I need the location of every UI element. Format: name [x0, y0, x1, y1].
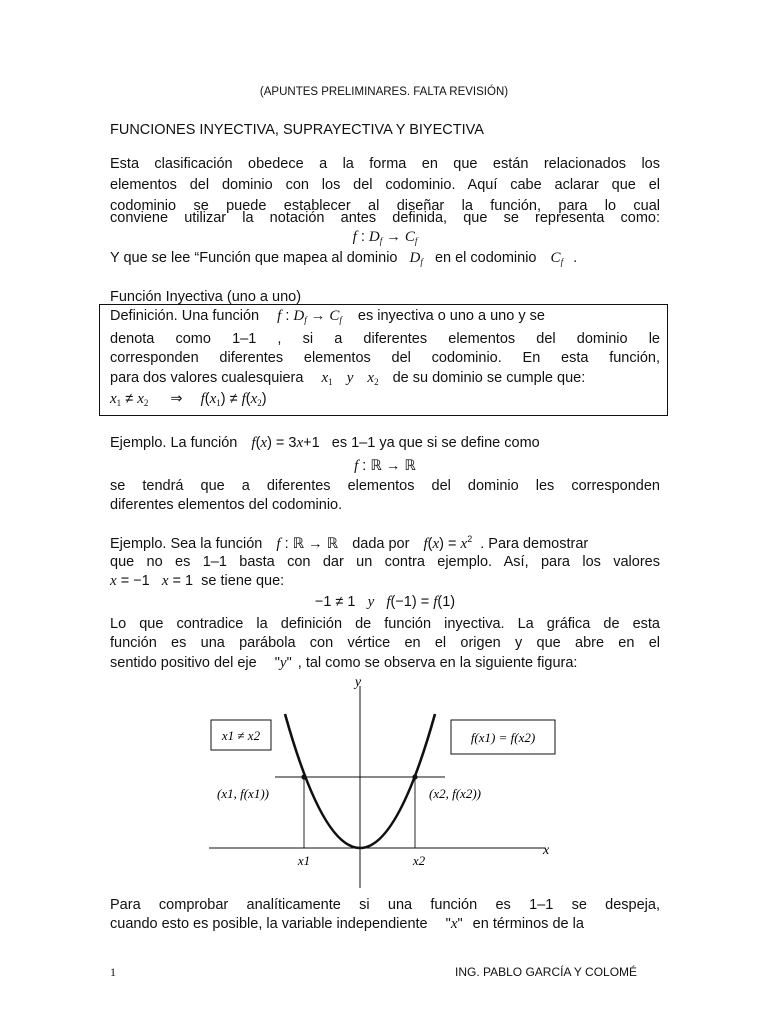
def-line-1: Definición. Una función f : $D_f \to C_f$ es inyectiva o uno a uno y se	[110, 308, 545, 325]
page-header: (APUNTES PRELIMINARES. FALTA REVISIÓN)	[259, 86, 509, 98]
contradice-line-3b: , tal como se observa en la siguiente figura:	[297, 655, 578, 671]
intro-read-b: en el codominio	[434, 250, 537, 266]
def-line-3: corresponden diferentes elementos del codominio. En esta función,	[110, 350, 660, 366]
contradice-line-1: Lo que contradice la definición de función inyectiva. La gráfica de esta	[110, 616, 660, 632]
intro-read-line: Y que se lee “Función que mapea al dominio $D_f$ en el codominio $C_f$ .	[110, 250, 578, 267]
ejemplo1-line-1: Ejemplo. La función f(x) = 3x+1 es 1–1 ya que si se define como	[110, 435, 540, 451]
section-title: FUNCIONES INYECTIVA, SUPRAYECTIVA Y BIYECTIVA	[110, 122, 484, 138]
ejemplo2-line-1a: Ejemplo. Sea la función	[110, 536, 263, 552]
final-line-2: cuando esto es posible, la variable independiente "x" en términos de la	[110, 916, 584, 932]
parabola-figure	[205, 672, 565, 892]
footer-author: ING. PABLO GARCÍA Y COLOMÉ	[455, 965, 638, 979]
def-line-4b: de su dominio se cumple que:	[392, 370, 586, 386]
final-line-2b: en términos de la	[472, 916, 584, 932]
ejemplo2-line-1b: dada por	[352, 536, 410, 552]
intro-read-end: .	[573, 250, 578, 266]
final-line-2a: cuando esto es posible, la variable independiente	[110, 916, 428, 932]
point-left	[301, 774, 306, 779]
box-right-label: f(x1) = f(x2)	[470, 730, 536, 745]
intro-line-2: elementos del dominio con los del codominio. Aquí cabe aclarar que el	[110, 177, 660, 193]
contradice-line-3: sentido positivo del eje "y" , tal como se observa en la siguiente figura:	[110, 655, 578, 671]
def-line-4: para dos valores cualesquiera $x_1$ y $x_2$ de su dominio se cumple que:	[110, 370, 586, 387]
intro-line-3: codominio se puede establecer al diseñar la función, para lo cual	[110, 198, 660, 214]
ejemplo2-line-1c: . Para demostrar	[480, 536, 589, 552]
ejemplo2-formula: −1 ≠ 1 y f(−1) = f(1)	[314, 594, 456, 610]
axis-y-label: y	[354, 675, 362, 690]
def-formula: $x_1 \ne x_2$ ⇒ $f(x_1) \ne f(x_2)$	[110, 391, 267, 408]
contradice-line-2: función es una parábola con vértice en el origen y que abre en el	[110, 635, 660, 651]
final-line-1: Para comprobar analíticamente si una función es 1–1 se despeja,	[110, 897, 660, 913]
def-line-2: denota como 1–1 , si a diferentes elementos del dominio le	[110, 331, 660, 347]
def-line-1b: es inyectiva o uno a uno y se	[357, 308, 545, 324]
contradice-line-3a: sentido positivo del eje	[110, 655, 257, 671]
ejemplo2-line-2: que no es 1–1 basta con dar un contra ejemplo. Así, para los valores	[110, 554, 660, 570]
ejemplo1-line-2: se tendrá que a diferentes elementos del dominio les corresponden	[110, 478, 660, 494]
page-number: 1	[110, 965, 116, 979]
intro-read-a: Y que se lee “Función que mapea al dominio	[110, 250, 398, 266]
def-line-4a: para dos valores cualesquiera	[110, 370, 304, 386]
intro-formula: f : $D_f \to C_f$	[352, 229, 418, 246]
ejemplo1-line-1b: es 1–1 ya que si se define como	[331, 435, 540, 451]
tick-x2: x2	[412, 853, 426, 868]
ejemplo2-line-1: Ejemplo. Sea la función f : ℝ → ℝ dada por $f(x) = x^2$ . Para demostrar	[110, 534, 589, 552]
def-line-1a: Definición. Una función	[110, 308, 260, 324]
intro-line-4: conviene utilizar la notación antes definida, que se representa como:	[110, 210, 660, 226]
point-left-label: (x1, f(x1))	[217, 786, 269, 801]
point-right-label: (x2, f(x2))	[429, 786, 481, 801]
axis-x-label: x	[543, 843, 550, 858]
ejemplo1-line-3: diferentes elementos del codominio.	[110, 497, 343, 513]
tick-x1: x1	[297, 853, 311, 868]
intro-line-1: Esta clasificación obedece a la forma en que están relacionados los	[110, 156, 660, 172]
ejemplo1-formula: f : ℝ → ℝ	[354, 458, 416, 474]
box-left-label: x1 ≠ x2	[221, 728, 261, 743]
ejemplo2-line-3: x = −1 x = 1 se tiene que:	[110, 573, 285, 589]
ejemplo2-line-3-text: se tiene que:	[201, 573, 285, 589]
inyectiva-heading: Función Inyectiva (uno a uno)	[110, 289, 302, 305]
point-right	[412, 774, 417, 779]
ejemplo1-line-1a: Ejemplo. La función	[110, 435, 238, 451]
